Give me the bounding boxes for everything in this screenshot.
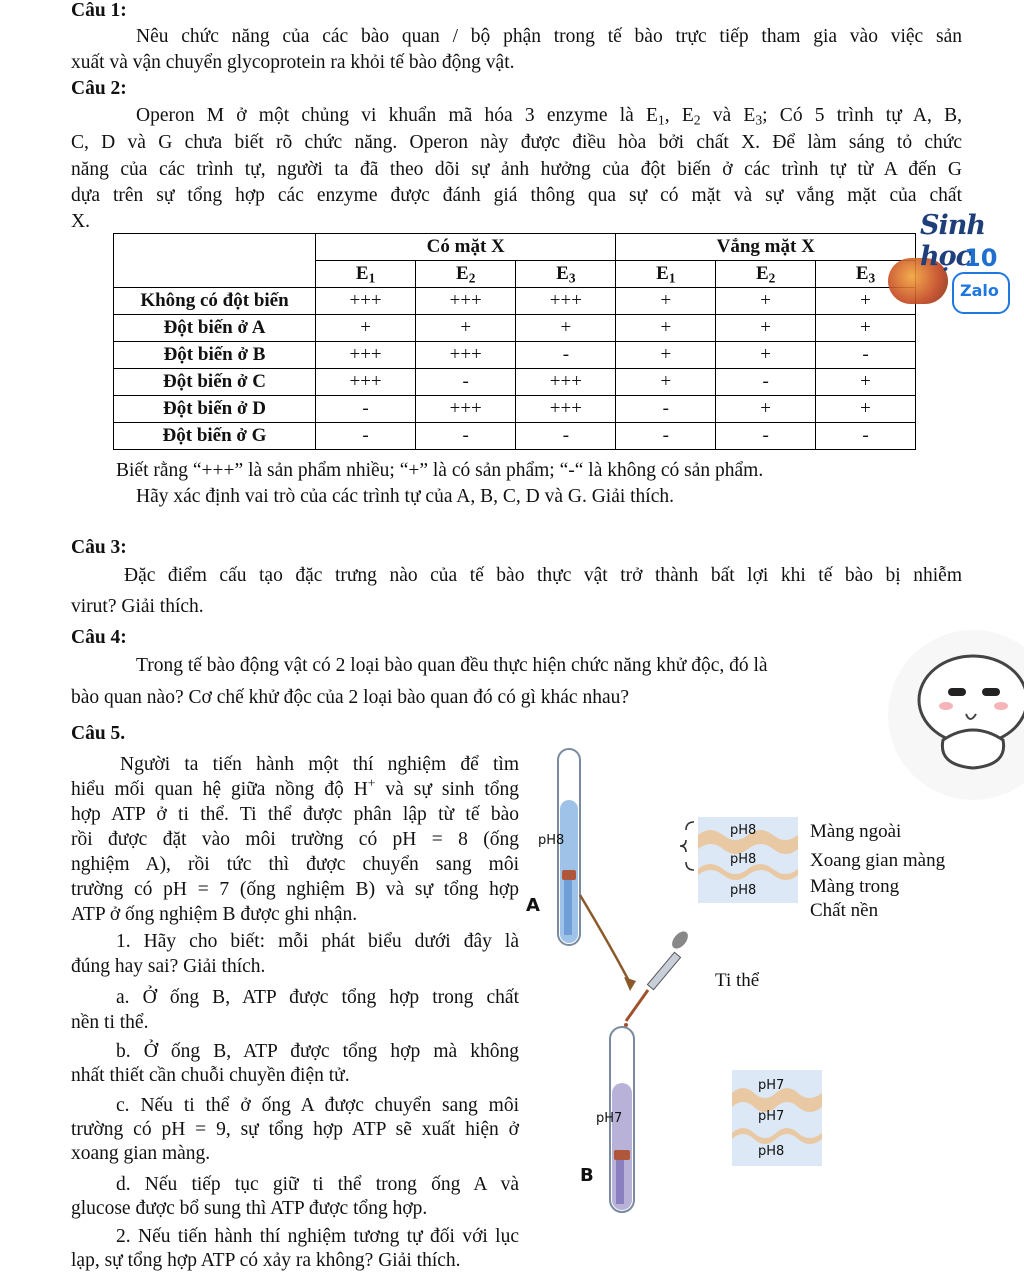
- table-cell: -: [316, 423, 416, 450]
- table-cell: -: [716, 423, 816, 450]
- mito-b-ph-outer: pH7: [758, 1078, 785, 1093]
- q3-line-2: virut? Giải thích.: [71, 596, 204, 617]
- table-cell: -: [716, 369, 816, 396]
- q2-title: Câu 2:: [71, 78, 127, 99]
- mitochondria-label: Ti thể: [715, 970, 760, 991]
- pipette-icon: [624, 928, 691, 1027]
- table-cell: +: [816, 396, 916, 423]
- q1-title: Câu 1:: [71, 0, 127, 21]
- table-cell: +: [716, 396, 816, 423]
- legend-inner-membrane: Màng trong: [810, 876, 900, 897]
- q2-line-4: dựa trên sự tổng hợp các enzyme được đánh giá thông qua sự có mặt và sự vắng mặt của chất: [71, 185, 962, 206]
- table-cell: +++: [516, 396, 616, 423]
- table-cell: +++: [516, 369, 616, 396]
- watermark-number: 10: [964, 244, 998, 272]
- q5-d-line-2: glucose được bổ sung thì ATP được tổng hợp.: [71, 1198, 428, 1219]
- q5-p1-line-5: nghiệm A), rồi tức thì được chuyển sang môi: [71, 854, 519, 875]
- q5-p1-line-4: rồi được đặt vào môi trường có pH = 8 (ống: [71, 829, 519, 850]
- header-e3-present: $E_3$: [516, 261, 616, 288]
- header-present-x: Có mặt X: [316, 234, 616, 261]
- table-cell: +++: [416, 288, 516, 315]
- table-cell: +: [316, 315, 416, 342]
- q5-p1-line-3: hợp ATP ở ti thể. Ti thể được phân lập từ tế bào: [71, 804, 519, 825]
- table-cell: -: [616, 396, 716, 423]
- table-cell: +: [816, 369, 916, 396]
- q4-line-1: Trong tế bào động vật có 2 loại bào quan đều thực hiện chức năng khử độc, đó là: [136, 655, 768, 676]
- mitochondria-figure: [520, 745, 1000, 1215]
- table-cell: +: [816, 315, 916, 342]
- mito-a-ph-outer: pH8: [730, 823, 757, 838]
- table-cell: +++: [316, 369, 416, 396]
- table-cell: +: [416, 315, 516, 342]
- table-cell: -: [316, 396, 416, 423]
- table-cell: +++: [416, 342, 516, 369]
- q2-line-2: C, D và G chưa biết rõ chức năng. Operon này được điều hòa bởi chất X. Để làm sáng tỏ chức: [71, 132, 962, 153]
- header-e1-absent: $E_1$: [616, 261, 716, 288]
- zalo-logo: [952, 272, 1010, 314]
- legend-intermembrane-space: Xoang gian màng: [810, 850, 946, 871]
- q5-c-line-2: trường có pH = 9, sự tổng hợp ATP sẽ xuất hiện ở: [71, 1119, 519, 1140]
- table-cell: +: [516, 315, 616, 342]
- table-corner: [114, 234, 316, 288]
- q1-line-1: Nêu chức năng của các bào quan / bộ phận trong tế bào trực tiếp tham gia vào việc sản: [136, 26, 962, 47]
- table-cell: +: [616, 288, 716, 315]
- mito-a-ph-intermembrane: pH8: [730, 852, 757, 867]
- table-cell: -: [816, 342, 916, 369]
- q5-b-line-1: b. Ở ống B, ATP được tổng hợp mà không: [116, 1041, 519, 1062]
- table-cell: -: [416, 423, 516, 450]
- watermark-badge: [880, 212, 1020, 312]
- q5-p1-line-7: ATP ở ống nghiệm B được ghi nhận.: [71, 904, 358, 925]
- row-label: Đột biến ở G: [114, 423, 316, 450]
- watermark-title: Sinh học: [920, 210, 986, 272]
- table-cell: +++: [516, 288, 616, 315]
- mito-b-ph-intermembrane: pH7: [758, 1109, 785, 1124]
- q2-line-3: năng của các trình tự, người ta đã theo dõi sự ảnh hưởng của đột biến ở các trình tự từ A đến G: [71, 159, 962, 180]
- enzyme-table: [113, 233, 916, 450]
- header-e2-absent: $E_2$: [716, 261, 816, 288]
- table-row: [114, 315, 916, 342]
- tube-a-ph-label: pH8: [538, 833, 565, 848]
- q5-s1-line-1: 1. Hãy cho biết: mỗi phát biểu dưới đây là: [116, 931, 519, 952]
- table-cell: +++: [316, 342, 416, 369]
- q3-title: Câu 3:: [71, 537, 127, 558]
- table-cell: -: [516, 342, 616, 369]
- table-row: [114, 396, 916, 423]
- q5-b-line-2: nhất thiết cần chuỗi chuyền điện tử.: [71, 1065, 350, 1086]
- q2-note: Biết rằng “+++” là sản phẩm nhiều; “+” là có sản phẩm; “-“ là không có sản phẩm.: [116, 460, 764, 481]
- table-row: [114, 423, 916, 450]
- q5-d-line-1: d. Nếu tiếp tục giữ ti thể trong ống A và: [116, 1174, 519, 1195]
- mito-b-ph-matrix: pH8: [758, 1144, 785, 1159]
- tube-b-ph-label: pH7: [596, 1111, 623, 1126]
- q3-line-1: Đặc điểm cấu tạo đặc trưng nào của tế bào thực vật trở thành bất lợi khi tế bào bị nhiễm: [124, 565, 962, 586]
- q2-line-5: X.: [71, 211, 90, 232]
- table-row: [114, 342, 916, 369]
- table-cell: +++: [416, 396, 516, 423]
- zalo-brand-text: Zalo: [960, 281, 999, 300]
- table-cell: +++: [316, 288, 416, 315]
- table-cell: +: [616, 369, 716, 396]
- table-cell: -: [516, 423, 616, 450]
- q5-s1-line-2: đúng hay sai? Giải thích.: [71, 956, 266, 977]
- q5-c-line-3: xoang gian màng.: [71, 1143, 211, 1164]
- header-e3-absent: $E_3$: [816, 261, 916, 288]
- q2-ask: Hãy xác định vai trò của các trình tự của A, B, C, D và G. Giải thích.: [136, 486, 675, 507]
- legend-matrix: Chất nền: [810, 900, 879, 921]
- header-e2-present: $E_2$: [416, 261, 516, 288]
- table-cell: +: [616, 342, 716, 369]
- table-cell: -: [816, 423, 916, 450]
- tube-b-label: B: [580, 1165, 594, 1186]
- table-cell: +: [816, 288, 916, 315]
- legend-outer-membrane: Màng ngoài: [810, 821, 902, 842]
- q1-line-2: xuất và vận chuyển glycoprotein ra khỏi tế bào động vật.: [71, 52, 515, 73]
- q4-line-2: bào quan nào? Cơ chế khử độc của 2 loại bào quan đó có gì khác nhau?: [71, 687, 630, 708]
- table-cell: +: [716, 288, 816, 315]
- mito-a-ph-matrix: pH8: [730, 883, 757, 898]
- table-cell: -: [616, 423, 716, 450]
- q5-p1-line-1: Người ta tiến hành một thí nghiệm để tìm: [120, 754, 519, 775]
- q5-s2-line-2: lạp, sự tổng hợp ATP có xảy ra không? Giải thích.: [71, 1250, 461, 1271]
- q5-p1-line-2: hiểu mối quan hệ giữa nồng độ H+ và sự sinh tổng: [71, 775, 519, 800]
- row-label: Không có đột biến: [114, 288, 316, 315]
- q5-p1-line-6: trường có pH = 7 (ống nghiệm B) và sự tổng hợp: [71, 879, 519, 900]
- row-label: Đột biến ở B: [114, 342, 316, 369]
- table-cell: -: [416, 369, 516, 396]
- q4-title: Câu 4:: [71, 627, 127, 648]
- q2-line-1: Operon M ở một chủng vi khuẩn mã hóa 3 enzyme là $E_1$, $E_2$ và $E_3$; Có 5 trình tự A, B,: [136, 105, 962, 128]
- header-e1-present: $E_1$: [316, 261, 416, 288]
- q5-a-line-2: nền ti thể.: [71, 1012, 149, 1033]
- q5-a-line-1: a. Ở ống B, ATP được tổng hợp trong chất: [116, 987, 519, 1008]
- row-label: Đột biến ở C: [114, 369, 316, 396]
- table-row: [114, 369, 916, 396]
- header-absent-x: Vắng mặt X: [616, 234, 916, 261]
- row-label: Đột biến ở D: [114, 396, 316, 423]
- table-cell: +: [716, 342, 816, 369]
- q5-s2-line-1: 2. Nếu tiến hành thí nghiệm tương tự đối với lục: [116, 1226, 519, 1247]
- row-label: Đột biến ở A: [114, 315, 316, 342]
- table-row: [114, 288, 916, 315]
- q5-c-line-1: c. Nếu ti thể ở ống A được chuyển sang môi: [116, 1095, 519, 1116]
- q5-title: Câu 5.: [71, 723, 126, 744]
- tube-a-label: A: [526, 895, 540, 916]
- table-cell: +: [616, 315, 716, 342]
- table-cell: +: [716, 315, 816, 342]
